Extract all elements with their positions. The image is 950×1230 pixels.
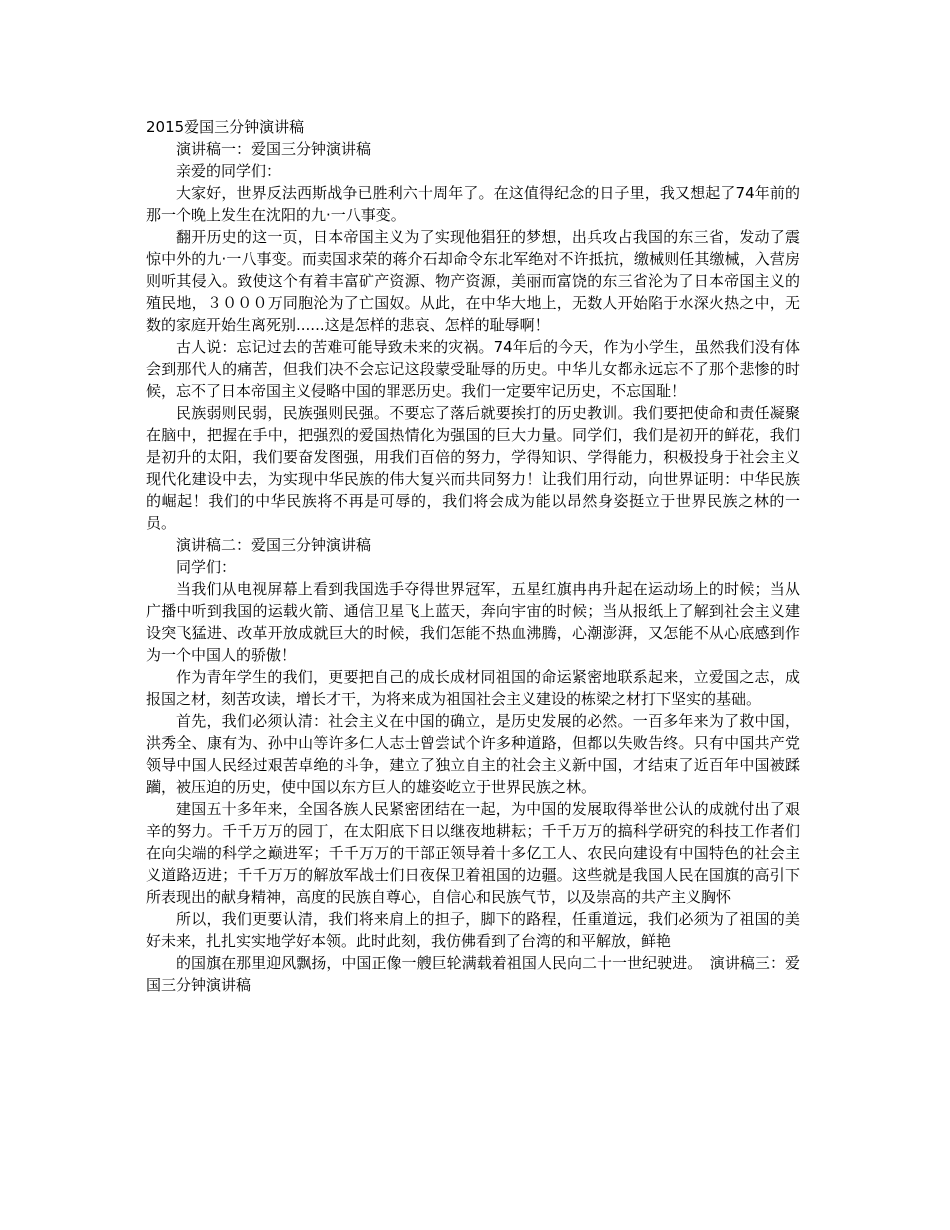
body-paragraph: 作为青年学生的我们，更要把自己的成长成材同祖国的命运紧密地联系起来，立爱国之志，成报国之材，刻苦攻读，增长才干，为将来成为祖国社会主义建设的栋梁之材打下坚实的基础。 — [146, 668, 800, 708]
body-paragraph: 首先，我们必须认清：社会主义在中国的确立，是历史发展的必然。一百多年来为了救中国，洪秀全、康有为、孙中山等许多仁人志士曾尝试个许多种道路，但都以失败告终。只有中国共产党领导中国人民经过艰苦卓绝的斗争，建立了独立自主的社会主义新中国，才结束了近百年中国被蹂躏，被压迫的历史，使中国以东方巨人的雄姿屹立于世界民族之林。 — [146, 712, 800, 796]
body-paragraph: 民族弱则民弱，民族强则民强。不要忘了落后就要挨打的历史教训。我们要把使命和责任凝聚在脑中，把握在手中，把强烈的爱国热情化为强国的巨大力量。同学们，我们是初开的鲜花，我们是初升的太阳，我们要奋发图强，用我们百倍的努力，学得知识、学得能力，积极投身于社会主义现代化建设中去，为实现中华民族的伟大复兴而共同努力！让我们用行动，向世界证明：中华民族的崛起！我们的中华民族将不再是可辱的，我们将会成为能以昂然身姿挺立于世界民族之林的一员。 — [146, 404, 800, 532]
document-title: 2015爱国三分钟演讲稿 — [146, 118, 305, 136]
salutation: 同学们： — [176, 558, 237, 576]
body-paragraph: 古人说：忘记过去的苦难可能导致未来的灾祸。74年后的今天，作为小学生，虽然我们没有体会到那代人的痛苦，但我们决不会忘记这段蒙受耻辱的历史。中华儿女都永远忘不了那个悲惨的时候，忘不了日本帝国主义侵略中国的罪恶历史。我们一定要牢记历史，不忘国耻！ — [146, 338, 800, 400]
body-paragraph: 当我们从电视屏幕上看到我国选手夺得世界冠军，五星红旗冉冉升起在运动场上的时候；当从广播中听到我国的运载火箭、通信卫星飞上蓝天，奔向宇宙的时候；当从报纸上了解到社会主义建设突飞猛进、改革开放成就巨大的时候，我们怎能不热血沸腾，心潮澎湃，又怎能不从心底感到作为一个中国人的骄傲！ — [146, 580, 800, 664]
body-paragraph: 翻开历史的这一页，日本帝国主义为了实现他猖狂的梦想，出兵攻占我国的东三省，发动了震惊中外的九·一八事变。而卖国求荣的蒋介石却命令东北军绝对不许抵抗，缴械则任其缴械，入营房则听其侵入。致使这个有着丰富矿产资源、物产资源，美丽而富饶的东三省沦为了日本帝国主义的殖民地，３０００万同胞沦为了亡国奴。从此，在中华大地上，无数人开始陷于水深火热之中，无数的家庭开始生离死别......这是怎样的悲哀、怎样的耻辱啊！ — [146, 228, 800, 334]
speech-one-heading: 演讲稿一：爱国三分钟演讲稿 — [176, 140, 372, 158]
body-paragraph: 建国五十多年来，全国各族人民紧密团结在一起，为中国的发展取得举世公认的成就付出了艰辛的努力。千千万万的园丁，在太阳底下日以继夜地耕耘；千千万万的搞科学研究的科技工作者们在向尖端的科学之巅进军；千千万万的干部正领导着十多亿工人、农民向建设有中国特色的社会主义道路迈进；千千万万的解放军战士们日夜保卫着祖国的边疆。这些就是我国人民在国旗的高引下所表现出的献身精神，高度的民族自尊心，自信心和民族气节，以及崇高的共产主义胸怀 — [146, 800, 800, 906]
speech-two-heading: 演讲稿二：爱国三分钟演讲稿 — [176, 536, 372, 554]
body-paragraph: 大家好，世界反法西斯战争已胜利六十周年了。在这值得纪念的日子里，我又想起了74年前的那一个晚上发生在沈阳的九·一八事变。 — [146, 184, 800, 224]
salutation: 亲爱的同学们： — [176, 162, 282, 180]
body-paragraph: 所以，我们更要认清，我们将来肩上的担子，脚下的路程，任重道远，我们必须为了祖国的美好未来，扎扎实实地学好本领。此时此刻，我仿佛看到了台湾的和平解放，鲜艳 — [146, 910, 800, 950]
body-paragraph: 的国旗在那里迎风飘扬，中国正像一艘巨轮满载着祖国人民向二十一世纪驶进。 演讲稿三：爱国三分钟演讲稿 — [146, 954, 800, 994]
document-page — [146, 116, 800, 996]
